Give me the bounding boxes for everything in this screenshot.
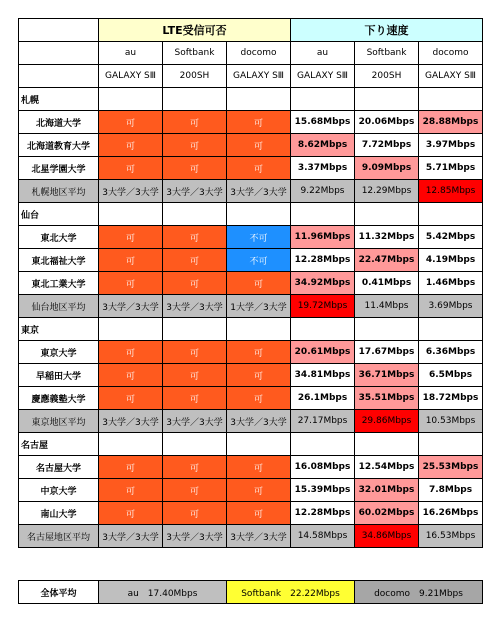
empty-cell (227, 318, 291, 341)
speed-cell: 5.71Mbps (419, 157, 483, 180)
lte-cell: 可 (163, 364, 227, 387)
lte-cell: 可 (163, 502, 227, 525)
speed-cell: 18.72Mbps (419, 387, 483, 410)
region-name: 名古屋 (19, 433, 99, 456)
lte-cell: 不可 (227, 226, 291, 249)
carrier-header: Softbank (163, 42, 227, 65)
region-average-speed: 19.72Mbps (291, 295, 355, 318)
speed-cell: 16.08Mbps (291, 456, 355, 479)
university-row (19, 272, 483, 295)
region-average-name: 東京地区平均 (19, 410, 99, 433)
empty-cell (291, 318, 355, 341)
corner-cell (19, 19, 99, 42)
lte-cell: 可 (99, 226, 163, 249)
region-average-lte: 3大学／3大学 (163, 410, 227, 433)
university-name: 北海道教育大学 (19, 134, 99, 157)
lte-cell: 可 (99, 364, 163, 387)
speed-cell: 3.97Mbps (419, 134, 483, 157)
lte-cell: 可 (163, 226, 227, 249)
speed-cell: 60.02Mbps (355, 502, 419, 525)
university-row (19, 341, 483, 364)
lte-cell: 可 (99, 479, 163, 502)
lte-cell: 可 (99, 456, 163, 479)
university-name: 東北工業大学 (19, 272, 99, 295)
empty-cell (163, 203, 227, 226)
region-average-speed: 9.22Mbps (291, 180, 355, 203)
region-average-lte: 3大学／3大学 (99, 410, 163, 433)
region-average-speed: 12.85Mbps (419, 180, 483, 203)
speed-title: 下り速度 (291, 19, 483, 42)
empty-cell (99, 433, 163, 456)
carrier-header: au (99, 42, 163, 65)
empty-cell (291, 433, 355, 456)
device-header: GALAXY SⅢ (419, 65, 483, 88)
comparison-table (18, 18, 483, 548)
region-average-speed: 11.4Mbps (355, 295, 419, 318)
university-row (19, 387, 483, 410)
overall-average-table (18, 580, 483, 604)
university-row (19, 479, 483, 502)
speed-cell: 36.71Mbps (355, 364, 419, 387)
empty-cell (419, 433, 483, 456)
region-row (19, 318, 483, 341)
overall-average-label: 全体平均 (19, 581, 99, 604)
region-average-name: 仙台地区平均 (19, 295, 99, 318)
lte-cell: 可 (163, 111, 227, 134)
lte-cell: 可 (99, 341, 163, 364)
lte-cell: 可 (163, 157, 227, 180)
region-average-lte: 3大学／3大学 (99, 180, 163, 203)
region-average-speed: 29.86Mbps (355, 410, 419, 433)
university-name: 中京大学 (19, 479, 99, 502)
speed-cell: 7.8Mbps (419, 479, 483, 502)
region-row (19, 433, 483, 456)
university-row (19, 226, 483, 249)
speed-cell: 8.62Mbps (291, 134, 355, 157)
overall-average-au: au 17.40Mbps (99, 581, 227, 604)
empty-cell (419, 203, 483, 226)
region-average-lte: 3大学／3大学 (99, 525, 163, 548)
empty-cell (355, 318, 419, 341)
empty-cell (163, 88, 227, 111)
speed-cell: 12.28Mbps (291, 249, 355, 272)
speed-cell: 5.42Mbps (419, 226, 483, 249)
region-average-speed: 34.86Mbps (355, 525, 419, 548)
university-row (19, 249, 483, 272)
university-row (19, 456, 483, 479)
device-header: GALAXY SⅢ (291, 65, 355, 88)
empty-cell (99, 88, 163, 111)
speed-cell: 28.88Mbps (419, 111, 483, 134)
university-name: 慶應義塾大学 (19, 387, 99, 410)
empty-cell (99, 203, 163, 226)
speed-cell: 16.26Mbps (419, 502, 483, 525)
region-name: 札幌 (19, 88, 99, 111)
region-average-lte: 3大学／3大学 (227, 525, 291, 548)
university-name: 南山大学 (19, 502, 99, 525)
region-average-name: 札幌地区平均 (19, 180, 99, 203)
speed-cell: 25.53Mbps (419, 456, 483, 479)
region-average-speed: 10.53Mbps (419, 410, 483, 433)
speed-cell: 35.51Mbps (355, 387, 419, 410)
carrier-header: au (291, 42, 355, 65)
lte-cell: 可 (227, 479, 291, 502)
university-name: 東北福祉大学 (19, 249, 99, 272)
speed-cell: 11.96Mbps (291, 226, 355, 249)
speed-cell: 9.09Mbps (355, 157, 419, 180)
speed-cell: 0.41Mbps (355, 272, 419, 295)
region-average-speed: 14.58Mbps (291, 525, 355, 548)
empty-cell (355, 433, 419, 456)
university-name: 東北大学 (19, 226, 99, 249)
region-average-name: 名古屋地区平均 (19, 525, 99, 548)
university-row (19, 134, 483, 157)
carrier-header: docomo (419, 42, 483, 65)
empty-cell (227, 203, 291, 226)
speed-cell: 26.1Mbps (291, 387, 355, 410)
university-row (19, 502, 483, 525)
empty-cell (99, 318, 163, 341)
speed-cell: 6.5Mbps (419, 364, 483, 387)
lte-cell: 可 (163, 456, 227, 479)
region-average-row (19, 295, 483, 318)
region-average-speed: 27.17Mbps (291, 410, 355, 433)
overall-average-softbank: Softbank 22.22Mbps (227, 581, 355, 604)
lte-cell: 可 (227, 134, 291, 157)
speed-cell: 20.06Mbps (355, 111, 419, 134)
empty-cell (163, 318, 227, 341)
lte-cell: 可 (163, 387, 227, 410)
region-average-speed: 16.53Mbps (419, 525, 483, 548)
lte-cell: 可 (163, 272, 227, 295)
region-average-row (19, 410, 483, 433)
speed-cell: 7.72Mbps (355, 134, 419, 157)
region-name: 東京 (19, 318, 99, 341)
speed-cell: 3.37Mbps (291, 157, 355, 180)
speed-cell: 17.67Mbps (355, 341, 419, 364)
empty-cell (355, 88, 419, 111)
overall-average-docomo: docomo 9.21Mbps (355, 581, 483, 604)
empty-cell (355, 203, 419, 226)
university-row (19, 364, 483, 387)
region-average-lte: 3大学／3大学 (163, 295, 227, 318)
university-name: 北海道大学 (19, 111, 99, 134)
region-average-lte: 3大学／3大学 (163, 525, 227, 548)
lte-cell: 可 (227, 341, 291, 364)
lte-cell: 可 (227, 502, 291, 525)
lte-cell: 可 (99, 111, 163, 134)
speed-cell: 15.68Mbps (291, 111, 355, 134)
speed-cell: 34.81Mbps (291, 364, 355, 387)
region-average-lte: 3大学／3大学 (99, 295, 163, 318)
university-row (19, 111, 483, 134)
lte-cell: 可 (227, 456, 291, 479)
university-name: 名古屋大学 (19, 456, 99, 479)
speed-cell: 22.47Mbps (355, 249, 419, 272)
lte-cell: 可 (163, 134, 227, 157)
region-average-lte: 1大学／3大学 (227, 295, 291, 318)
lte-cell: 可 (227, 387, 291, 410)
device-header: 200SH (355, 65, 419, 88)
lte-cell: 可 (163, 341, 227, 364)
lte-title: LTE受信可否 (99, 19, 291, 42)
university-name: 北星学園大学 (19, 157, 99, 180)
empty-cell (419, 318, 483, 341)
empty-cell (291, 203, 355, 226)
lte-cell: 可 (99, 249, 163, 272)
carrier-header: docomo (227, 42, 291, 65)
speed-cell: 12.28Mbps (291, 502, 355, 525)
region-average-speed: 12.29Mbps (355, 180, 419, 203)
carrier-header: Softbank (355, 42, 419, 65)
speed-cell: 32.01Mbps (355, 479, 419, 502)
lte-cell: 可 (99, 157, 163, 180)
lte-cell: 可 (227, 364, 291, 387)
lte-cell: 可 (227, 272, 291, 295)
region-average-lte: 3大学／3大学 (227, 180, 291, 203)
speed-cell: 6.36Mbps (419, 341, 483, 364)
empty-cell (227, 88, 291, 111)
lte-cell: 不可 (227, 249, 291, 272)
region-average-row (19, 525, 483, 548)
device-header: GALAXY SⅢ (227, 65, 291, 88)
region-row (19, 88, 483, 111)
region-average-row (19, 180, 483, 203)
university-name: 東京大学 (19, 341, 99, 364)
device-header: GALAXY SⅢ (99, 65, 163, 88)
lte-cell: 可 (227, 157, 291, 180)
empty-cell (291, 88, 355, 111)
empty-cell (163, 433, 227, 456)
lte-cell: 可 (99, 387, 163, 410)
lte-cell: 可 (227, 111, 291, 134)
empty-cell (227, 433, 291, 456)
corner-cell (19, 65, 99, 88)
speed-cell: 15.39Mbps (291, 479, 355, 502)
lte-cell: 可 (163, 249, 227, 272)
region-name: 仙台 (19, 203, 99, 226)
university-row (19, 157, 483, 180)
lte-cell: 可 (163, 479, 227, 502)
region-average-speed: 3.69Mbps (419, 295, 483, 318)
speed-cell: 11.32Mbps (355, 226, 419, 249)
region-average-lte: 3大学／3大学 (227, 410, 291, 433)
device-header: 200SH (163, 65, 227, 88)
lte-cell: 可 (99, 272, 163, 295)
region-average-lte: 3大学／3大学 (163, 180, 227, 203)
region-row (19, 203, 483, 226)
corner-cell (19, 42, 99, 65)
lte-cell: 可 (99, 502, 163, 525)
empty-cell (419, 88, 483, 111)
speed-cell: 34.92Mbps (291, 272, 355, 295)
speed-cell: 20.61Mbps (291, 341, 355, 364)
university-name: 早稲田大学 (19, 364, 99, 387)
speed-cell: 12.54Mbps (355, 456, 419, 479)
speed-cell: 4.19Mbps (419, 249, 483, 272)
speed-cell: 1.46Mbps (419, 272, 483, 295)
lte-cell: 可 (99, 134, 163, 157)
